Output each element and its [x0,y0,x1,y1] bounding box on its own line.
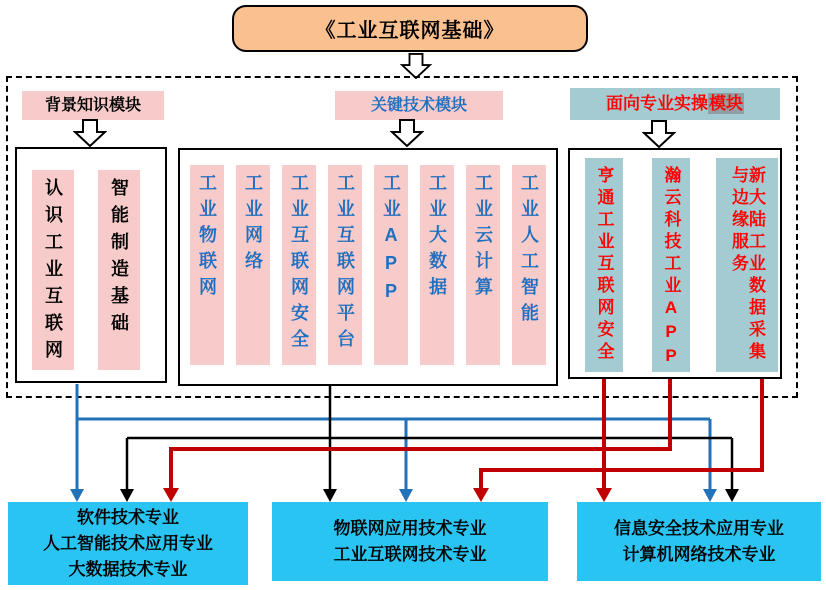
course-bar-label: 工业APP [381,173,401,309]
down-arrow-icon [642,120,676,148]
practice-module-box [568,148,782,379]
major-line: 软件技术专业 [77,507,179,527]
course-title: 《工业互联网基础》 [232,5,588,52]
blue-arrowheads [70,489,717,502]
course-bar-label: 工业网络 [243,173,263,277]
black-arrowheads [120,489,739,502]
red-arrowheads [163,488,612,502]
down-arrow-icon [73,119,107,147]
key-tech-module-box [178,148,558,386]
background-module-box [15,147,167,383]
course-bar [98,170,140,370]
course-bar-label: 亨通工业互联网安全 [594,166,614,364]
course-bar [512,165,546,365]
majors-box-software [8,502,248,585]
major-line: 物联网应用技术专业 [333,518,487,538]
course-bar [374,165,408,365]
major-line: 计算机网络技术专业 [622,544,776,564]
course-bar [282,165,316,365]
majors-box-iot [272,502,548,581]
course-bar [328,165,362,365]
course-bar-label: 工业云计算 [473,173,493,303]
major-line: 信息安全技术应用专业 [614,518,784,538]
label-practice-text: 面向专业实操 [606,94,708,113]
course-bar [32,170,74,370]
majors-box-security [577,502,821,581]
course-bar [190,165,224,365]
course-bar-label: 工业互联网安全 [289,173,309,355]
course-bar-line: 新大陆工业数据采集 [746,166,765,364]
label-key-tech-module: 关键技术模块 [335,91,503,120]
course-bar-label [730,166,764,364]
course-bar-label: 工业人工智能 [519,173,539,329]
blue-connectors [77,384,710,490]
course-bar-line: 与边缘服务 [729,166,748,276]
major-line: 大数据技术专业 [68,559,188,579]
course-bar-label: 智能制造基础 [109,178,129,340]
black-connectors [127,386,732,490]
down-arrow-icon [390,119,424,147]
course-bar-label: 工业大数据 [427,173,447,303]
label-practice-module [570,88,780,120]
course-bar [420,165,454,365]
course-bar-label: 瀚云科技工业APP [661,166,681,370]
course-bar [716,158,778,372]
major-line: 人工智能技术应用专业 [43,533,213,553]
major-line: 工业互联网技术专业 [333,544,487,564]
course-bar [236,165,270,365]
label-practice-highlight: 模块 [709,94,743,113]
course-bar [585,158,623,372]
course-bar [466,165,500,365]
course-bar-label: 工业互联网平台 [335,173,355,355]
course-bar-label: 工业物联网 [197,173,217,303]
course-bar-label: 认识工业互联网 [43,178,63,367]
label-background-module: 背景知识模块 [22,91,164,120]
course-bar [652,158,690,372]
